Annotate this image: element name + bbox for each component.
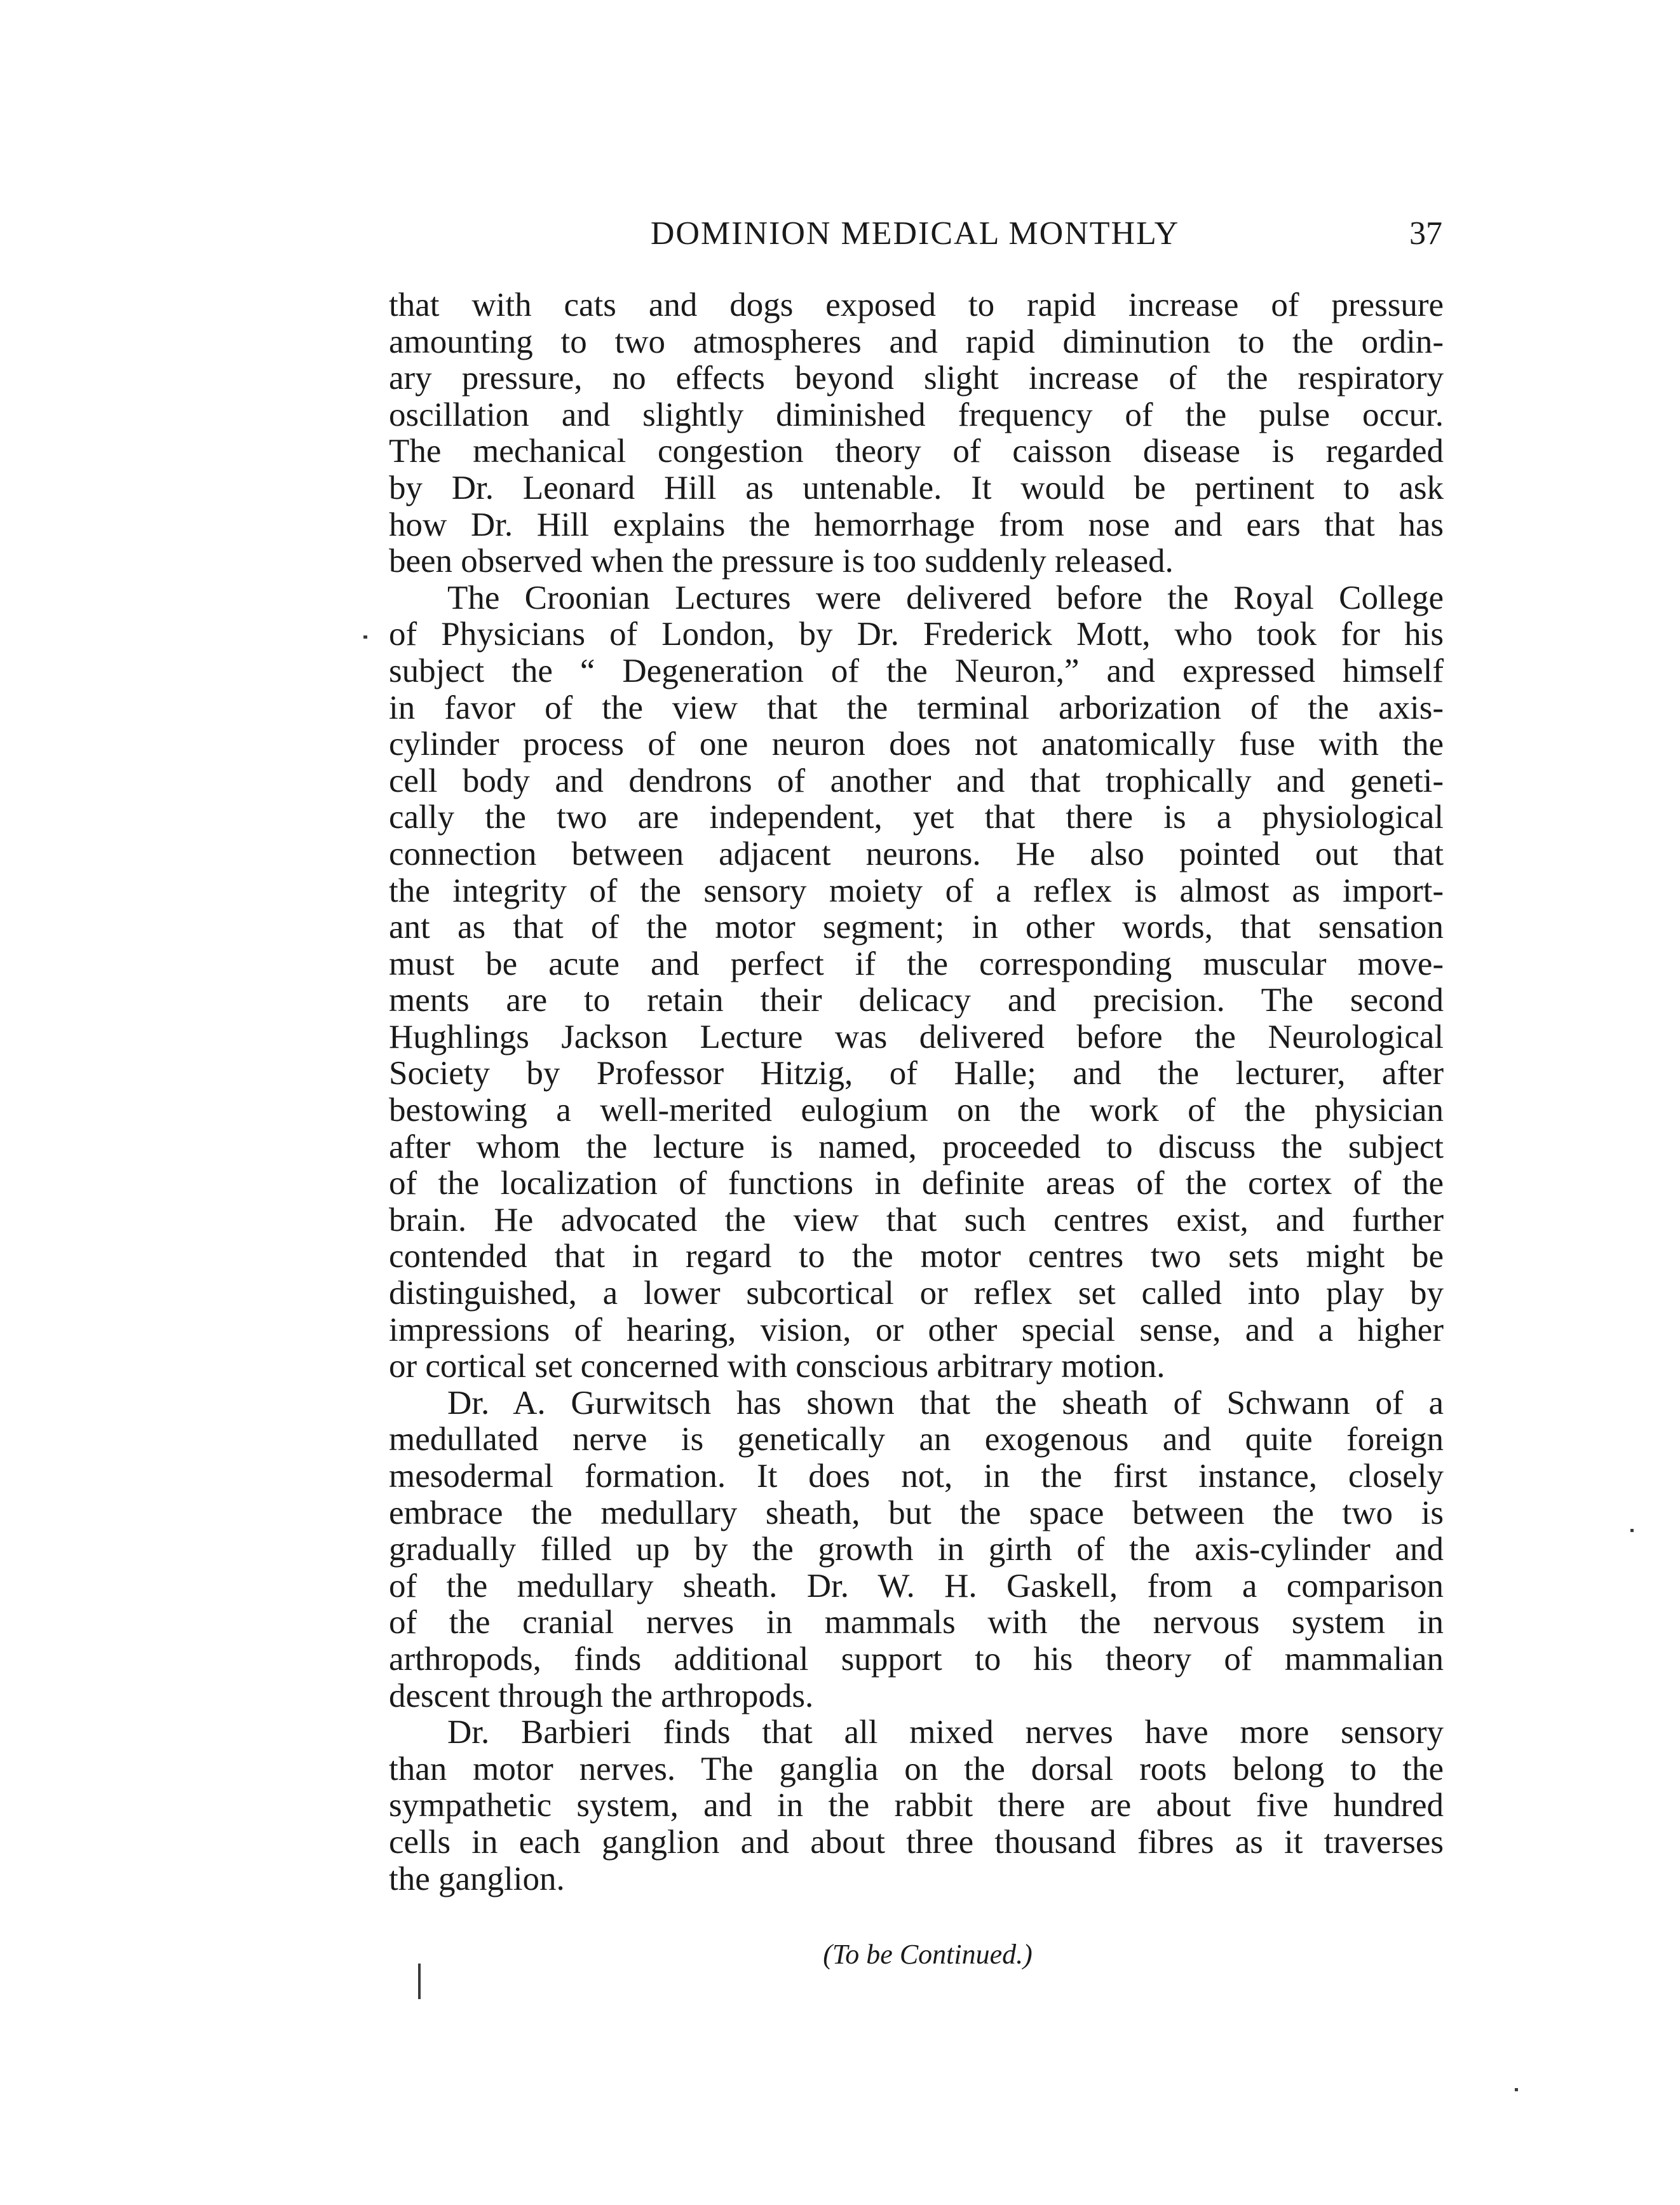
text-line: of the cranial nerves in mammals with the nervous system in <box>389 1605 1444 1641</box>
text-line: ary pressure, no effects beyond slight increase of the respiratory <box>389 360 1444 397</box>
text-line: sympathetic system, and in the rabbit there are about five hundred <box>389 1788 1444 1824</box>
text-line: ant as that of the motor segment; in other words, that sensation <box>389 909 1444 946</box>
text-line: embrace the medullary sheath, but the space between the two is <box>389 1495 1444 1531</box>
text-line: brain. He advocated the view that such centres exist, and further <box>389 1202 1444 1238</box>
text-line: the ganglion. <box>389 1861 565 1897</box>
to-be-continued-note: (To be Continued.) <box>823 1939 1033 1970</box>
text-line: subject the “ Degeneration of the Neuron,” and expressed himself <box>389 653 1444 689</box>
text-line: descent through the arthropods. <box>389 1678 814 1714</box>
text-line: bestowing a well-merited eulogium on the work of the physician <box>389 1092 1444 1129</box>
text-line: of the medullary sheath. Dr. W. H. Gaskell, from a comparison <box>389 1568 1444 1605</box>
text-line: impressions of hearing, vision, or other special sense, and a higher <box>389 1312 1444 1348</box>
text-line: of Physicians of London, by Dr. Frederick Mott, who took for his <box>389 616 1444 653</box>
margin-speck <box>1630 1529 1634 1532</box>
text-line: arthropods, finds additional support to his theory of mammalian <box>389 1641 1444 1678</box>
text-line: mesodermal formation. It does not, in the first instance, closely <box>389 1458 1444 1495</box>
text-line: the integrity of the sensory moiety of a reflex is almost as import- <box>389 872 1444 909</box>
text-line: of the localization of functions in definite areas of the cortex of the <box>389 1165 1444 1202</box>
text-line: amounting to two atmospheres and rapid diminution to the ordin- <box>389 323 1444 360</box>
paragraph-start-line: The Croonian Lectures were delivered before the Royal College <box>447 580 1444 616</box>
text-line: medullated nerve is genetically an exogenous and quite foreign <box>389 1421 1444 1458</box>
paragraph-start-line: Dr. Barbieri finds that all mixed nerves have more sensory <box>447 1714 1444 1751</box>
text-line: cell body and dendrons of another and that trophically and geneti- <box>389 763 1444 799</box>
margin-speck <box>418 1964 421 1999</box>
text-line: than motor nerves. The ganglia on the dorsal roots belong to the <box>389 1751 1444 1788</box>
text-line: must be acute and perfect if the corresponding muscular move- <box>389 946 1444 982</box>
text-line: been observed when the pressure is too suddenly released. <box>389 543 1174 580</box>
text-line: ments are to retain their delicacy and precision. The second <box>389 982 1444 1019</box>
text-line: cylinder process of one neuron does not anatomically fuse with the <box>389 726 1444 763</box>
text-line: by Dr. Leonard Hill as untenable. It would be pertinent to ask <box>389 470 1444 506</box>
text-line: The mechanical congestion theory of caisson disease is regarded <box>389 433 1444 470</box>
text-line: Society by Professor Hitzig, of Halle; and the lecturer, after <box>389 1055 1444 1092</box>
article-body <box>389 287 1444 1897</box>
text-line: cells in each ganglion and about three thousand fibres as it traverses <box>389 1824 1444 1861</box>
text-line: distinguished, a lower subcortical or reflex set called into play by <box>389 1275 1444 1312</box>
text-line: cally the two are independent, yet that there is a physiological <box>389 799 1444 836</box>
text-line: how Dr. Hill explains the hemorrhage from nose and ears that has <box>389 506 1444 543</box>
margin-speck <box>1515 2088 1518 2091</box>
text-line: in favor of the view that the terminal arborization of the axis- <box>389 689 1444 726</box>
text-line: or cortical set concerned with conscious arbitrary motion. <box>389 1348 1165 1385</box>
text-line: connection between adjacent neurons. He also pointed out that <box>389 836 1444 872</box>
text-line: oscillation and slightly diminished frequency of the pulse occur. <box>389 397 1444 433</box>
text-line: that with cats and dogs exposed to rapid increase of pressure <box>389 287 1444 323</box>
text-line: Hughlings Jackson Lecture was delivered before the Neurological <box>389 1019 1444 1055</box>
text-line: after whom the lecture is named, proceeded to discuss the subject <box>389 1129 1444 1165</box>
text-line: gradually filled up by the growth in girth of the axis-cylinder and <box>389 1531 1444 1568</box>
margin-speck <box>363 635 367 639</box>
paragraph-start-line: Dr. A. Gurwitsch has shown that the sheath of Schwann of a <box>447 1385 1444 1421</box>
page-number: 37 <box>1409 215 1442 252</box>
text-line: contended that in regard to the motor centres two sets might be <box>389 1238 1444 1275</box>
running-head-title: DOMINION MEDICAL MONTHLY <box>650 215 1180 252</box>
